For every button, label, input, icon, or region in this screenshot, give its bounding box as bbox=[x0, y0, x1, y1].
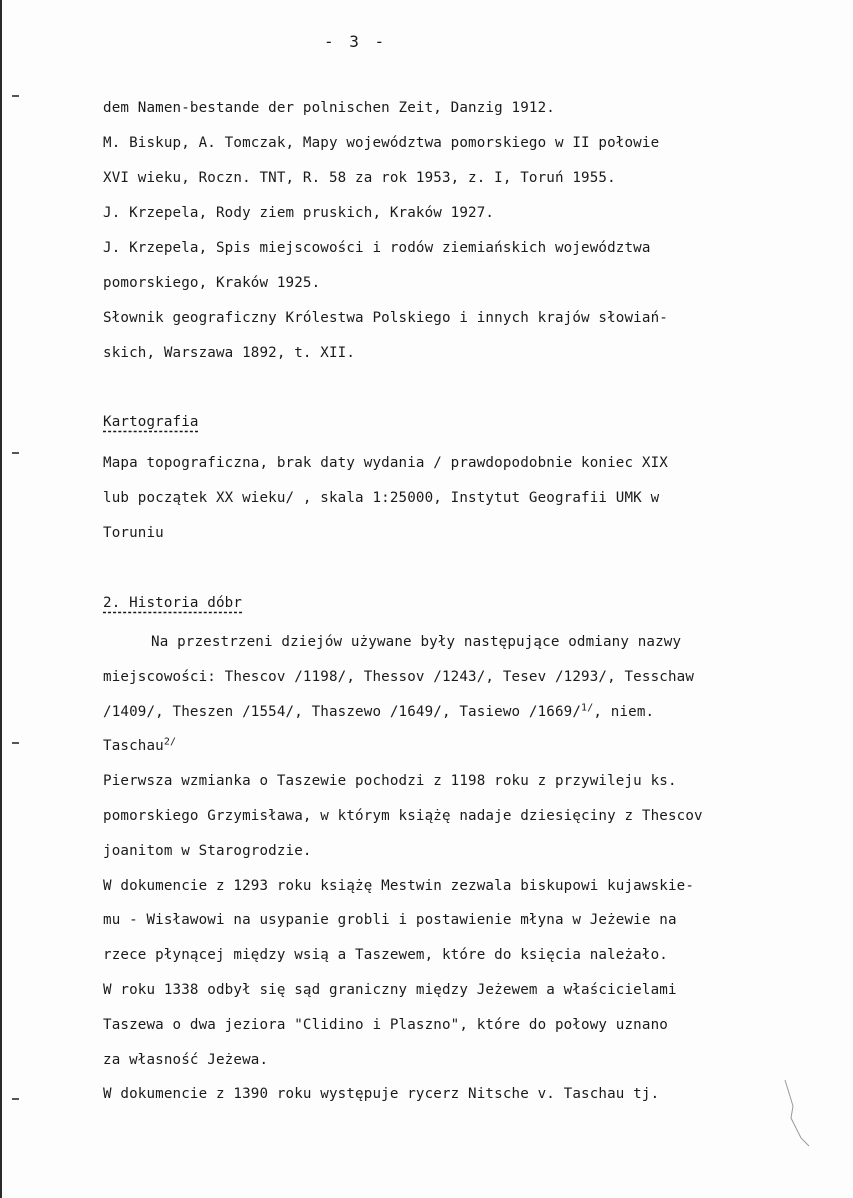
history-line: Na przestrzeni dziejów używane były następujące odmiany nazwy bbox=[151, 634, 682, 650]
punch-mark bbox=[12, 452, 19, 454]
history-line: /1409/, Theszen /1554/, Thaszewo /1649/, Tasiewo /1669/$^{1/}$, niem. bbox=[103, 702, 655, 720]
history-line: mu - Wisławowi na usypanie grobli i postawienie młyna w Jeżewie na bbox=[103, 912, 677, 928]
punch-mark bbox=[12, 742, 19, 744]
bibliography-line: J. Krzepela, Spis miejscowości i rodów ziemiańskich województwa bbox=[103, 240, 651, 256]
history-line: joanitom w Starogrodzie. bbox=[103, 843, 312, 859]
page-number: - 3 - bbox=[324, 32, 388, 51]
history-line: Pierwsza wzmianka o Taszewie pochodzi z 1198 roku z przywileju ks. bbox=[103, 773, 677, 789]
footnote-ref: 1/ bbox=[581, 702, 594, 714]
history-line: Taschau$^{2/}$ bbox=[103, 736, 177, 754]
bibliography-line: J. Krzepela, Rody ziem pruskich, Kraków 1927. bbox=[103, 205, 495, 221]
footnote-ref: 2/ bbox=[163, 736, 177, 748]
history-line: Taszewa o dwa jeziora "Clidino i Plaszno", które do połowy uznano bbox=[103, 1017, 668, 1033]
section-heading-historia: 2. Historia dóbr bbox=[103, 595, 243, 611]
history-line: W roku 1338 odbył się sąd graniczny między Jeżewem a właścicielami bbox=[103, 982, 677, 998]
bibliography-line: pomorskiego, Kraków 1925. bbox=[103, 275, 321, 291]
punch-mark bbox=[12, 1098, 19, 1100]
punch-mark bbox=[12, 95, 19, 97]
cartography-line: Toruniu bbox=[103, 525, 164, 541]
bibliography-line: skich, Warszawa 1892, t. XII. bbox=[103, 345, 356, 361]
history-line: za własność Jeżewa. bbox=[103, 1052, 269, 1068]
cartography-line: Mapa topograficzna, brak daty wydania / prawdopodobnie koniec XIX bbox=[103, 455, 668, 471]
section-heading-kartografia: Kartografia bbox=[103, 414, 199, 430]
history-line: W dokumencie z 1390 roku występuje rycerz Nitsche v. Taschau tj. bbox=[103, 1086, 660, 1102]
bibliography-line: dem Namen-bestande der polnischen Zeit, Danzig 1912. bbox=[103, 100, 555, 116]
history-line: W dokumencie z 1293 roku książę Mestwin zezwala biskupowi kujawskie- bbox=[103, 878, 695, 894]
cartography-line: lub początek XX wieku/ , skala 1:25000, Instytut Geografii UMK w bbox=[103, 490, 660, 506]
history-line: miejscowości: Thescov /1198/, Thessov /1243/, Tesev /1293/, Tesschaw bbox=[103, 669, 695, 685]
history-line: rzece płynącej między wsią a Taszewem, które do księcia należało. bbox=[103, 947, 668, 963]
bibliography-line: M. Biskup, A. Tomczak, Mapy województwa pomorskiego w II połowie bbox=[103, 135, 660, 151]
bibliography-line: Słownik geograficzny Królestwa Polskiego i innych krajów słowiań- bbox=[103, 310, 668, 326]
pencil-mark bbox=[783, 1078, 813, 1148]
bibliography-line: XVI wieku, Roczn. TNT, R. 58 za rok 1953, z. I, Toruń 1955. bbox=[103, 170, 616, 186]
history-line: pomorskiego Grzymisława, w którym książę nadaje dziesięciny z Thescov bbox=[103, 808, 703, 824]
